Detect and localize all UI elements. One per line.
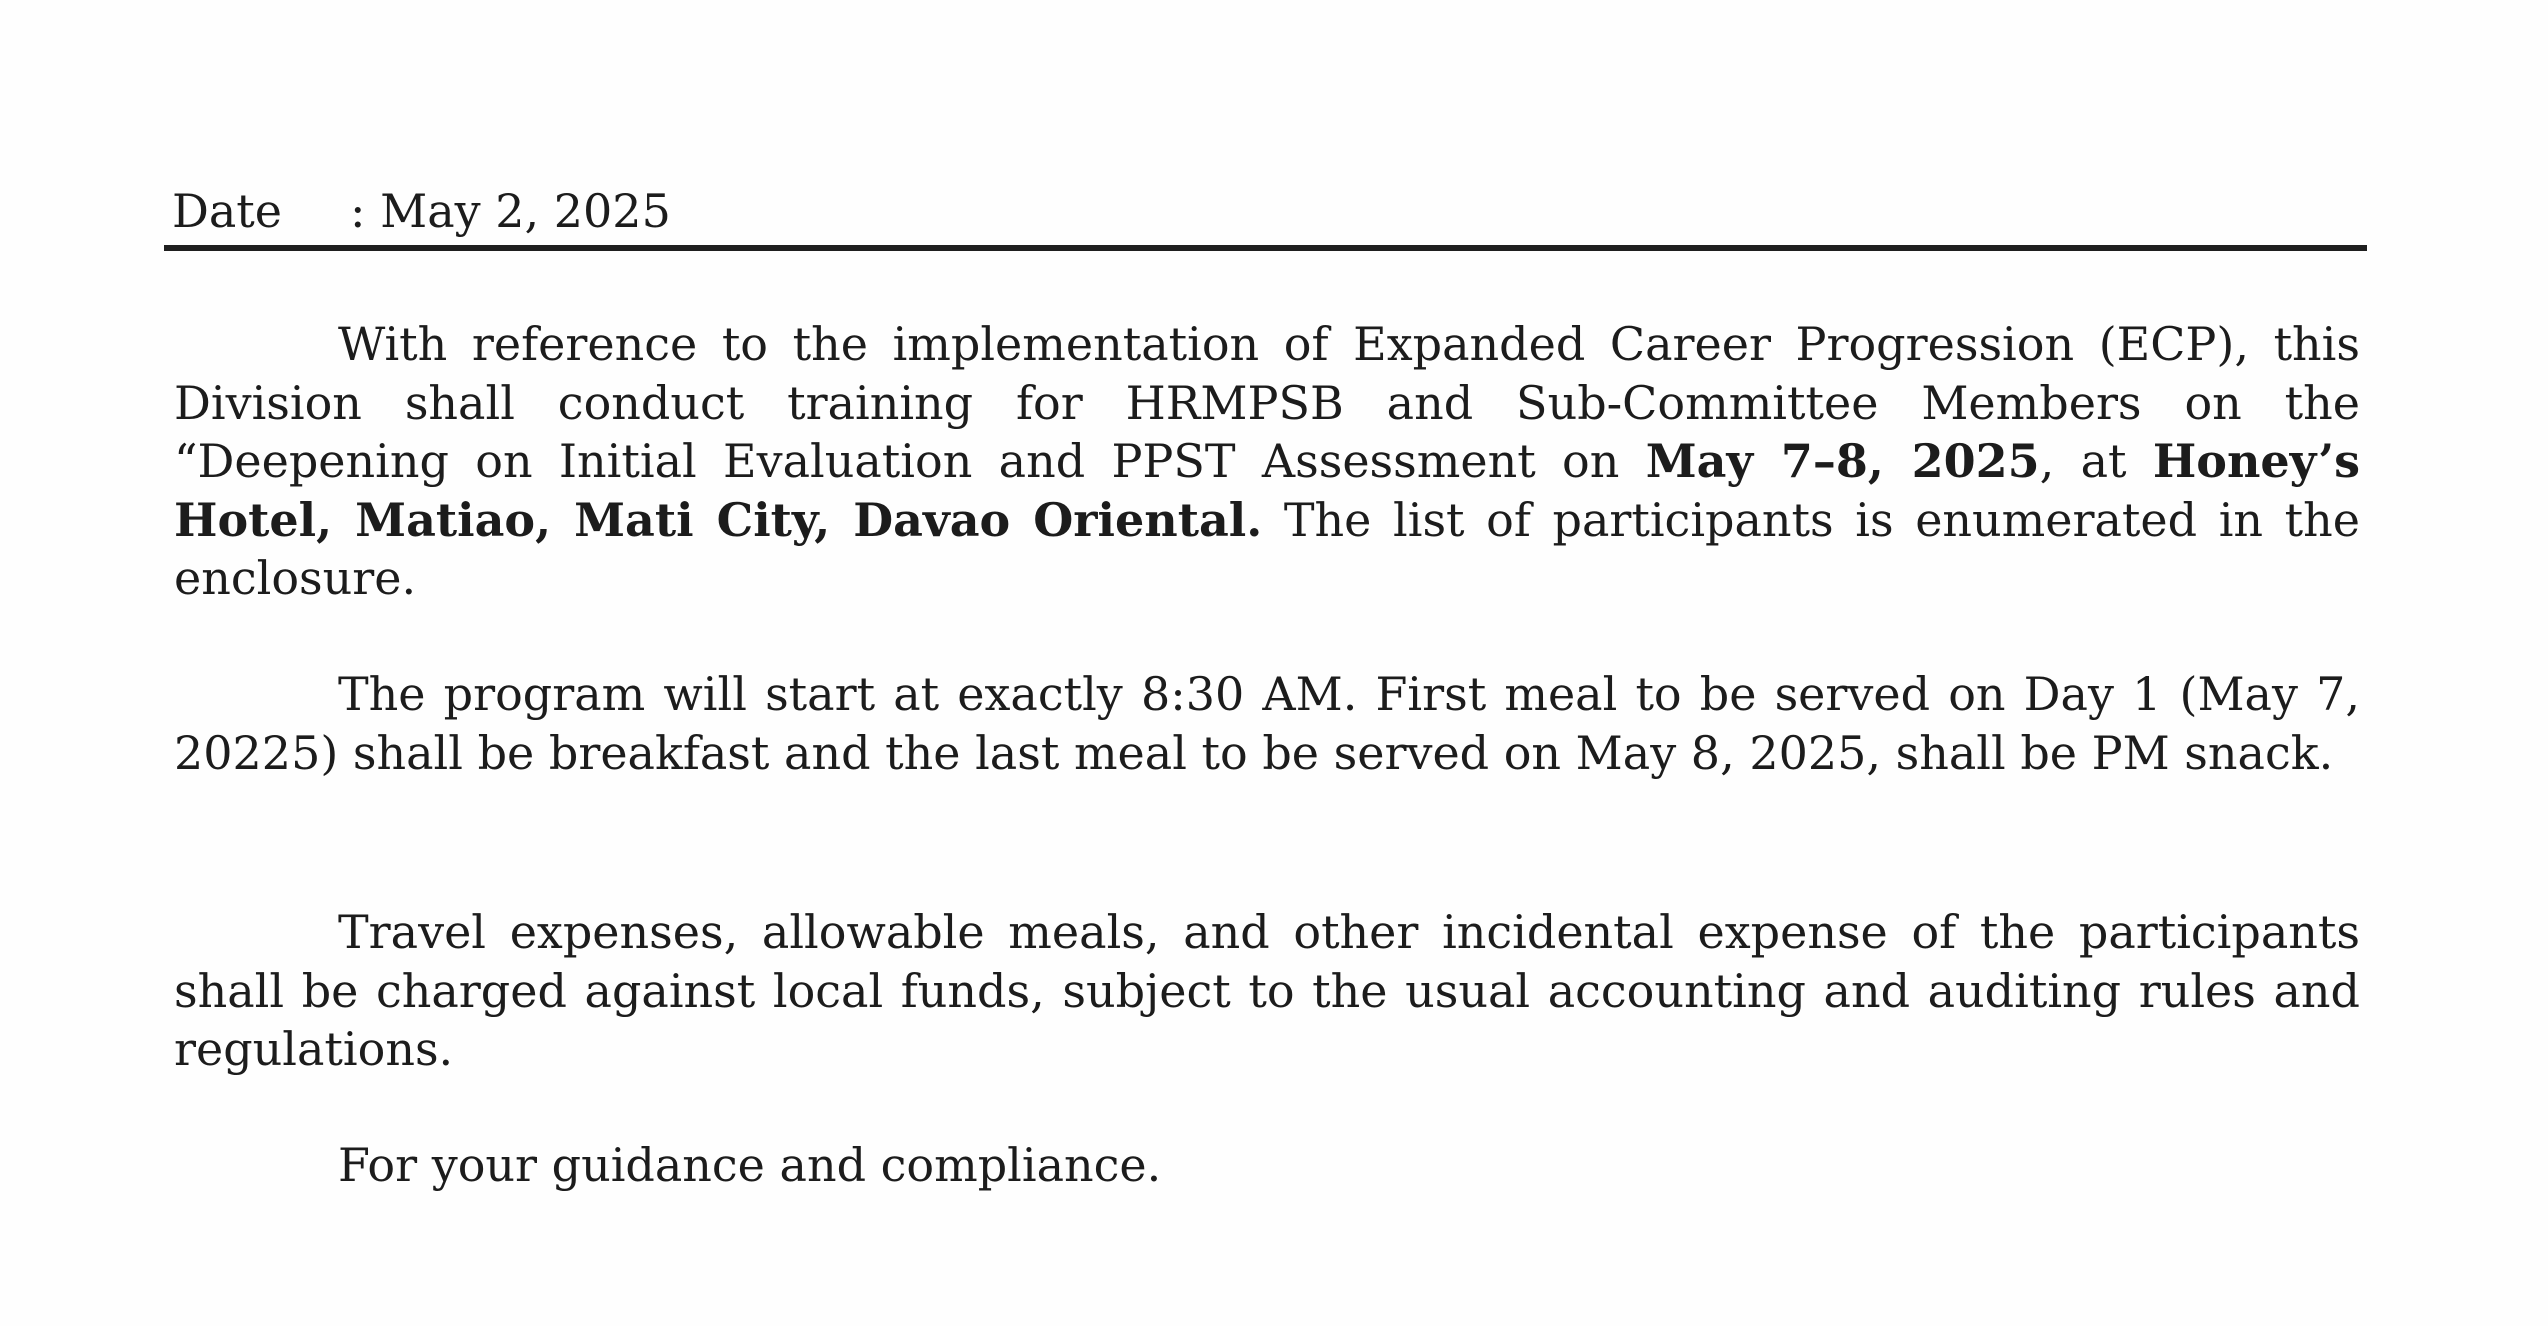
date-label: Date	[172, 184, 283, 238]
paragraph-4-text: For your guidance and compliance.	[338, 1138, 1162, 1192]
training-venue: Honey’s Hotel, Matiao, Mati City, Davao Oriental.	[174, 434, 2361, 547]
training-dates: May 7–8, 2025	[1645, 434, 2040, 488]
date-line	[172, 180, 2372, 242]
date-value: : May 2, 2025	[350, 184, 671, 238]
paragraph-closing	[174, 1136, 2360, 1195]
paragraph-training-announcement	[174, 315, 2360, 608]
header-rule	[164, 245, 2367, 251]
paragraph-1-text-c: The list of participants is enumerated in the enclosure.	[174, 492, 2360, 605]
paragraph-1-text-a: With reference to the implementation of Expanded Career Progression (ECP), this Division shall conduct training for HRMPSB and Sub-Committee Members on the “Deepening on Initial Evaluation and PPST Assessment on	[174, 317, 2360, 488]
paragraph-3-text: Travel expenses, allowable meals, and other incidental expense of the participants shall be charged against local funds, subject to the usual accounting and auditing rules and regulations.	[174, 905, 2360, 1076]
paragraph-expenses	[174, 903, 2360, 1079]
paragraph-program-schedule	[174, 665, 2360, 782]
paragraph-2-text: The program will start at exactly 8:30 AM. First meal to be served on Day 1 (May 7, 20225) shall be breakfast and the last meal to be served on May 8, 2025, shall be PM snack.	[174, 667, 2360, 780]
paragraph-1-text-b: , at	[2039, 434, 2153, 488]
